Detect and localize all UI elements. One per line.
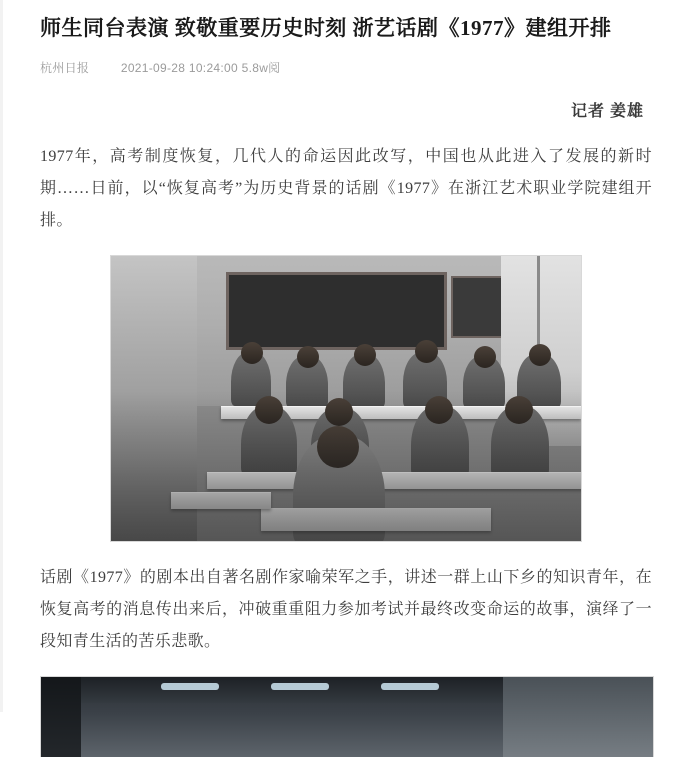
- rehearsal-room-photo: [40, 676, 654, 757]
- figure-classroom: [40, 255, 652, 542]
- page-title: 师生同台表演 致敬重要历史时刻 浙艺话剧《1977》建组开排: [40, 16, 612, 40]
- meta-source: 杭州日报: [40, 61, 90, 76]
- photo-vignette: [111, 391, 581, 541]
- photo2-ceiling-light: [271, 683, 329, 690]
- article-byline: 记者 姜雄: [570, 103, 644, 121]
- photo2-wall-right: [503, 677, 653, 757]
- photo2-wall-left: [41, 677, 81, 757]
- meta-timestamp: 2021-09-28 10:24:00: [120, 61, 238, 76]
- article-paragraph-1: 1977年，高考制度恢复，几代人的命运因此改写，中国也从此进入了发展的新时期……日前，以“恢复高考”为历史背景的话剧《1977》在浙江艺术职业学院建组开排。: [40, 148, 652, 230]
- article-content: [40, 0, 652, 757]
- classroom-exam-photo: [110, 255, 582, 542]
- page-left-rule: [0, 0, 3, 712]
- photo-blackboard: [226, 272, 447, 350]
- article-meta: [40, 59, 652, 76]
- photo2-ceiling-light: [381, 683, 439, 690]
- meta-read-count: 5.8w阅: [241, 61, 281, 76]
- photo2-ceiling-light: [161, 683, 219, 690]
- article-paragraph-2: 话剧《1977》的剧本出自著名剧作家喻荣军之手，讲述一群上山下乡的知识青年，在恢复高考的消息传出来后，冲破重重阻力参加考试并最终改变命运的故事，演绎了一段知青生活的苦乐悲歌。: [40, 569, 652, 651]
